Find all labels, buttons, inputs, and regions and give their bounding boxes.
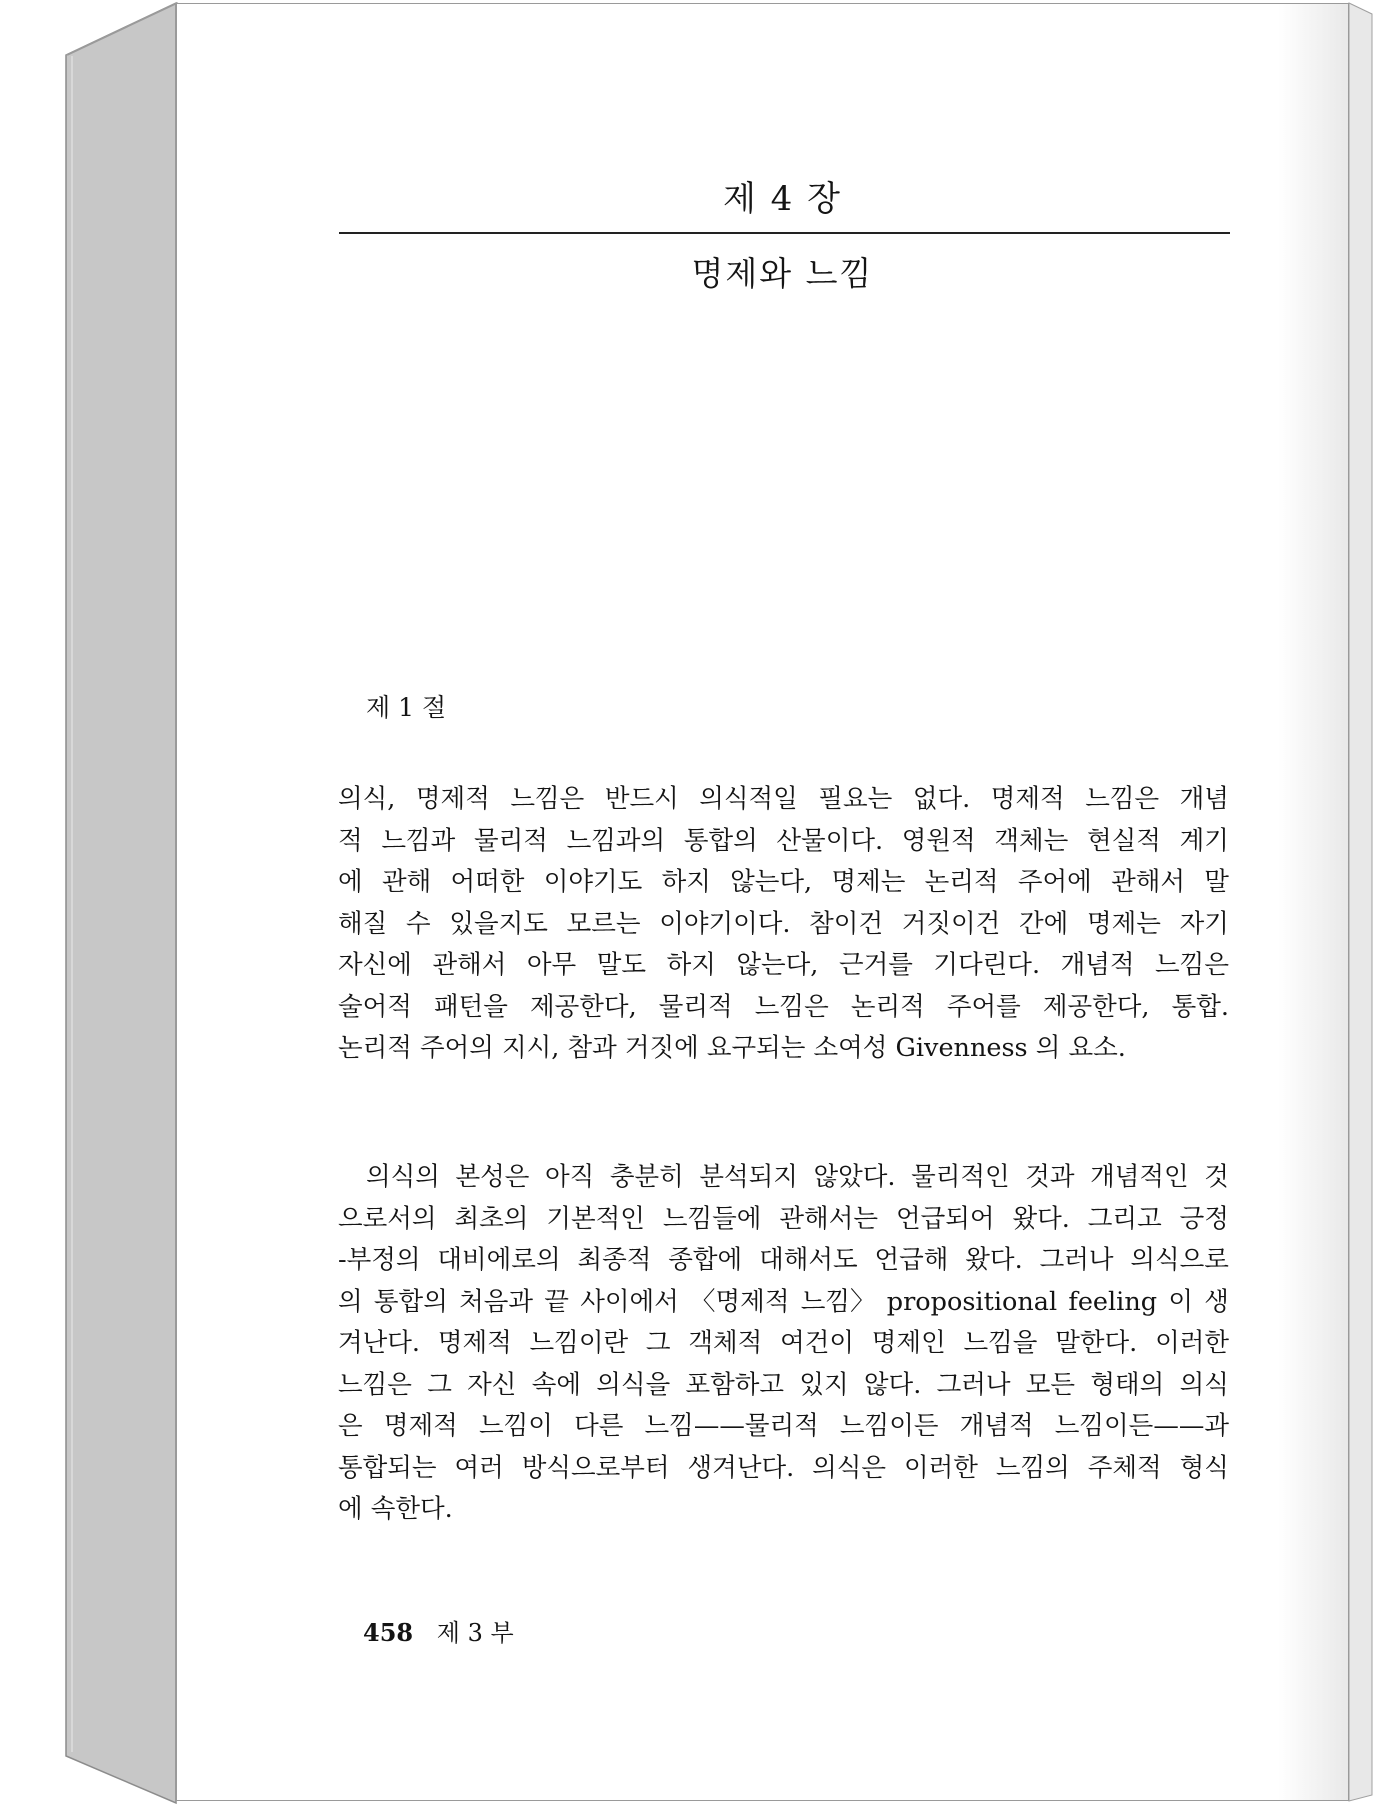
paragraph-line: -부정의 대비에로의 최종적 종합에 대해서도 언급해 왔다. 그러나 의식으로: [338, 1245, 1229, 1275]
paragraph-1: [338, 779, 1229, 1070]
book-page: [176, 3, 1349, 1801]
paragraph-line: 에 속한다.: [338, 1494, 453, 1524]
paragraph-line: 술어적 패턴을 제공한다, 물리적 느낌은 논리적 주어를 제공한다, 통합.: [338, 991, 1229, 1022]
paragraph-line: 에 관해 어떠한 이야기도 하지 않는다, 명제는 논리적 주어에 관해서 말: [338, 867, 1229, 897]
right-edge-face: [1349, 3, 1372, 1801]
paragraph-line: 논리적 주어의 지시, 참과 거짓에 요구되는 소여성 Givenness 의 요소.: [338, 1033, 1126, 1063]
paragraph-line: 은 명제적 느낌이 다른 느낌——물리적 느낌이든 개념적 느낌이든——과: [338, 1411, 1229, 1441]
paragraph-line: 의식, 명제적 느낌은 반드시 의식적일 필요는 없다. 명제적 느낌은 개념: [338, 784, 1229, 814]
paragraph-line: 의식의 본성은 아직 충분히 분석되지 않았다. 물리적인 것과 개념적인 것: [366, 1162, 1229, 1192]
page-footer: [363, 1613, 514, 1648]
part-label: 제 3 부: [436, 1619, 514, 1647]
page-content: [177, 4, 1348, 1800]
paragraph-2: [338, 1157, 1229, 1531]
paragraph-line: 으로서의 최초의 기본적인 느낌들에 관해서는 언급되어 왔다. 그리고 긍정: [338, 1203, 1229, 1234]
paragraph-line: 의 통합의 처음과 끝 사이에서 〈명제적 느낌〉 propositional feeling 이 생: [338, 1286, 1229, 1317]
section-heading: 제 1 절: [366, 693, 447, 722]
paragraph-line: 통합되는 여러 방식으로부터 생겨난다. 의식은 이러한 느낌의 주체적 형식: [338, 1452, 1229, 1483]
page-number: 458: [363, 1618, 414, 1647]
chapter-rule: [339, 232, 1230, 234]
paragraph-line: 자신에 관해서 아무 말도 하지 않는다, 근거를 기다린다. 개념적 느낌은: [338, 950, 1229, 980]
paragraph-line: 해질 수 있을지도 모르는 이야기이다. 참이건 거짓이건 간에 명제는 자기: [338, 908, 1229, 939]
spine-face: [66, 3, 176, 1803]
chapter-title: 명제와 느낌: [691, 254, 874, 293]
paragraph-line: 느낌은 그 자신 속에 의식을 포함하고 있지 않다. 그러나 모든 형태의 의식: [338, 1369, 1229, 1400]
chapter-number: 제 4 장: [723, 179, 842, 219]
paragraph-line: 적 느낌과 물리적 느낌과의 통합의 산물이다. 영원적 객체는 현실적 계기: [338, 825, 1229, 856]
paragraph-line: 겨난다. 명제적 느낌이란 그 객체적 여건이 명제인 느낌을 말한다. 이러한: [338, 1328, 1229, 1358]
